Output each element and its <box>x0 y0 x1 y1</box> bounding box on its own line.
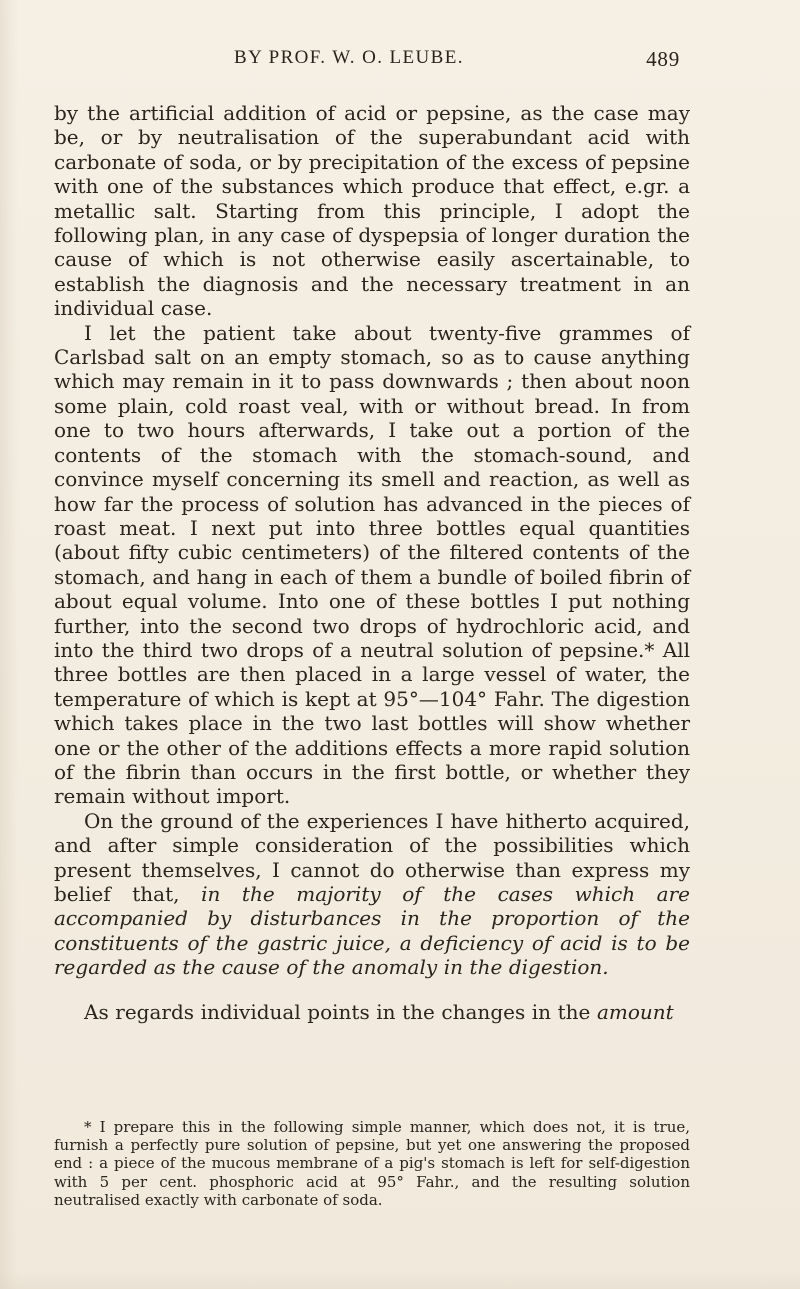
italic-statement: in the majority of the cases which are accompanied by disturbances in the proportion of the constituents of the gastric juice, a deficiency of acid is to be regarded as the cause of the anomaly in the digestion. <box>54 882 691 980</box>
page-header <box>120 47 680 75</box>
paragraph-1: by the artificial addition of acid or pepsine, as the case may be, or by neutralisation of the superabundant acid with carbonate of soda, or by precipitation of the excess of pepsine with one of the substances which produce that effect, e.gr. a metallic salt. Starting from this principle, I adopt the following plan, in any case of dyspepsia of longer duration the cause of which is not otherwise easily ascertainable, to establish the diagnosis and the necessary treatment in an individual case. <box>54 101 690 321</box>
paragraph-3 <box>54 809 690 980</box>
footnote-text: * I prepare this in the following simple manner, which does not, it is true, furnish a perfectly pure solution of pepsine, but yet one answering the proposed end : a piece of the mucous membrane of a pig's stomach is left for self-digestion with 5 per cent. phosphoric acid at 95° Fahr., and the resulting solution neutralised exactly with carbonate of soda. <box>54 1118 690 1209</box>
page-bottom-shadow <box>0 1271 800 1289</box>
amount-paragraph <box>54 1000 690 1024</box>
paragraph-2: I let the patient take about twenty-five grammes of Carlsbad salt on an empty stomach, so as to cause anything which may remain in it to pass downwards ; then about noon some plain, cold roast veal, with or without bread. In from one to two hours afterwards, I take out a portion of the contents of the stomach with the stomach-sound, and convince myself concerning its smell and reaction, as well as how far the process of solution has advanced in the pieces of roast meat. I next put into three bottles equal quantities (about fifty cubic centimeters) of the filtered contents of the stomach, and hang in each of them a bundle of boiled fibrin of about equal volume. Into one of these bottles I put nothing further, into the second two drops of hydrochloric acid, and into the third two drops of a neutral solution of pepsine.* All three bottles are then placed in a large vessel of water, the temperature of which is kept at 95°—104° Fahr. The digestion which takes place in the two last bottles will show whether one or the other of the additions effects a more rapid solution of the fibrin than occurs in the first bottle, or whether they remain without import. <box>54 320 690 809</box>
amount-intro: As regards individual points in the changes in the <box>84 999 591 1024</box>
main-text <box>54 101 690 1024</box>
running-head: BY PROF. W. O. LEUBE. <box>234 47 464 68</box>
paragraph-spacing <box>54 980 690 1000</box>
paragraph-3-text: On the ground of the experiences I have hitherto acquired, and after simple consideration of the possibilities which present themselves, I cannot do otherwise than express my belief that, <box>54 808 690 906</box>
amount-word: amount <box>596 999 674 1024</box>
page-number: 489 <box>646 47 680 71</box>
page-left-shadow <box>0 0 18 1289</box>
footnote <box>54 1118 690 1209</box>
